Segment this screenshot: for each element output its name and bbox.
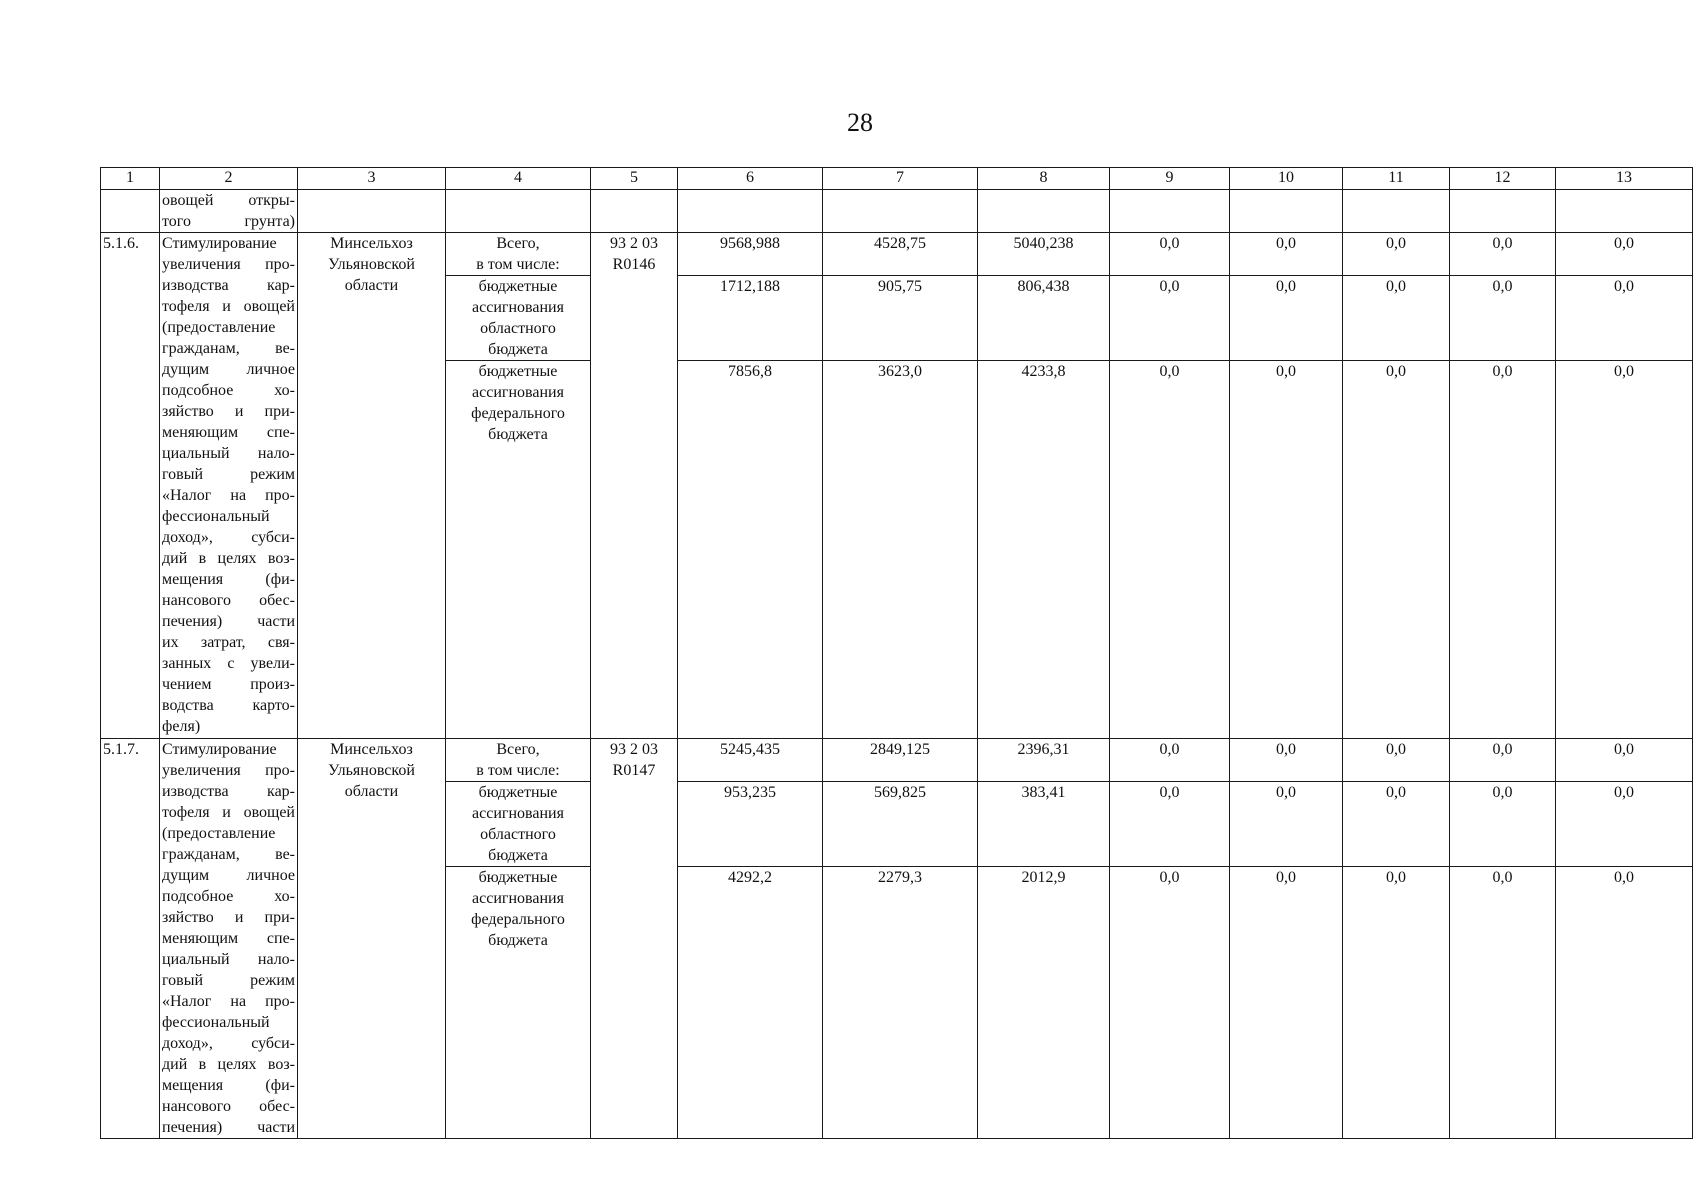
- value-col8: 806,438: [978, 276, 1110, 361]
- value-col12: 0,0: [1450, 276, 1556, 361]
- value-col8: 4233,8: [978, 361, 1110, 739]
- value-col12: 0,0: [1450, 867, 1556, 1139]
- value-col7: 2849,125: [823, 739, 978, 782]
- page-number: 28: [847, 108, 873, 137]
- value-col12: 0,0: [1450, 233, 1556, 276]
- value-col13: 0,0: [1556, 276, 1693, 361]
- value-col9: 0,0: [1110, 276, 1230, 361]
- col-number: 13: [1556, 168, 1693, 190]
- row-number: 5.1.7.: [101, 739, 160, 1139]
- value-col7: 4528,75: [823, 233, 978, 276]
- value-col9: 0,0: [1110, 867, 1230, 1139]
- column-number-header: [101, 168, 1693, 190]
- value-col11: 0,0: [1343, 739, 1450, 782]
- measure-description: Стимулирование увеличения про- изводства кар- тофеля и овощей (предоставление гражданам, ве- дущим личное подсобное хо- зяйство и при- меняющим спе- циальный нало- говый режим «Налог на про- фессиональный доход», субси- дий в целях воз- мещения (фи- нансового обес- печения) части их затрат, свя- занных с увели- чением произ- водства карто- феля): [160, 233, 298, 739]
- value-col10: 0,0: [1230, 361, 1343, 739]
- funding-source: Всего, в том числе:: [446, 233, 591, 276]
- value-col8: 383,41: [978, 782, 1110, 867]
- value-col10: 0,0: [1230, 782, 1343, 867]
- col-number: 5: [591, 168, 678, 190]
- value-col7: 905,75: [823, 276, 978, 361]
- continuation-row: [101, 190, 1693, 233]
- value-col6: 4292,2: [678, 867, 823, 1139]
- budget-table: [100, 167, 1693, 1139]
- value-col6: 7856,8: [678, 361, 823, 739]
- col-number: 11: [1343, 168, 1450, 190]
- value-col11: 0,0: [1343, 233, 1450, 276]
- value-col12: 0,0: [1450, 739, 1556, 782]
- value-col11: 0,0: [1343, 867, 1450, 1139]
- value-col7: 2279,3: [823, 867, 978, 1139]
- value-col11: 0,0: [1343, 361, 1450, 739]
- value-col10: 0,0: [1230, 233, 1343, 276]
- value-col8: 5040,238: [978, 233, 1110, 276]
- value-col6: 953,235: [678, 782, 823, 867]
- value-col6: 1712,188: [678, 276, 823, 361]
- value-col12: 0,0: [1450, 361, 1556, 739]
- value-col9: 0,0: [1110, 361, 1230, 739]
- funding-source: бюджетные ассигнования федерального бюджета: [446, 867, 591, 1139]
- col-number: 1: [101, 168, 160, 190]
- value-col8: 2396,31: [978, 739, 1110, 782]
- value-col9: 0,0: [1110, 233, 1230, 276]
- col-number: 12: [1450, 168, 1556, 190]
- measure-description: Стимулирование увеличения про- изводства кар- тофеля и овощей (предоставление гражданам, ве- дущим личное подсобное хо- зяйство и при- меняющим спе- циальный нало- говый режим «Налог на про- фессиональный доход», субси- дий в целях воз- мещения (фи- нансового обес- печения) части: [160, 739, 298, 1139]
- funding-source: бюджетные ассигнования федерального бюджета: [446, 361, 591, 739]
- budget-code: 93 2 03 R0146: [591, 233, 678, 739]
- value-col11: 0,0: [1343, 782, 1450, 867]
- col-number: 6: [678, 168, 823, 190]
- col-number: 2: [160, 168, 298, 190]
- value-col13: 0,0: [1556, 233, 1693, 276]
- funding-source: бюджетные ассигнования областного бюджета: [446, 276, 591, 361]
- funding-source: бюджетные ассигнования областного бюджета: [446, 782, 591, 867]
- col-number: 10: [1230, 168, 1343, 190]
- executor: Минсельхоз Ульяновской области: [298, 739, 446, 1139]
- funding-source: Всего, в том числе:: [446, 739, 591, 782]
- value-col9: 0,0: [1110, 782, 1230, 867]
- value-col12: 0,0: [1450, 782, 1556, 867]
- value-col10: 0,0: [1230, 276, 1343, 361]
- value-col10: 0,0: [1230, 867, 1343, 1139]
- value-col7: 3623,0: [823, 361, 978, 739]
- col-number: 8: [978, 168, 1110, 190]
- table-row: [101, 739, 1693, 782]
- value-col13: 0,0: [1556, 867, 1693, 1139]
- value-col6: 9568,988: [678, 233, 823, 276]
- col-number: 9: [1110, 168, 1230, 190]
- row-number: 5.1.6.: [101, 233, 160, 739]
- value-col13: 0,0: [1556, 739, 1693, 782]
- value-col10: 0,0: [1230, 739, 1343, 782]
- col-number: 3: [298, 168, 446, 190]
- executor: Минсельхоз Ульяновской области: [298, 233, 446, 739]
- value-col9: 0,0: [1110, 739, 1230, 782]
- budget-code: 93 2 03 R0147: [591, 739, 678, 1139]
- value-col13: 0,0: [1556, 361, 1693, 739]
- value-col6: 5245,435: [678, 739, 823, 782]
- col-number: 7: [823, 168, 978, 190]
- col-number: 4: [446, 168, 591, 190]
- value-col8: 2012,9: [978, 867, 1110, 1139]
- table-row: [101, 233, 1693, 276]
- continuation-text: овощей откры- того грунта): [160, 190, 298, 233]
- value-col13: 0,0: [1556, 782, 1693, 867]
- value-col7: 569,825: [823, 782, 978, 867]
- value-col11: 0,0: [1343, 276, 1450, 361]
